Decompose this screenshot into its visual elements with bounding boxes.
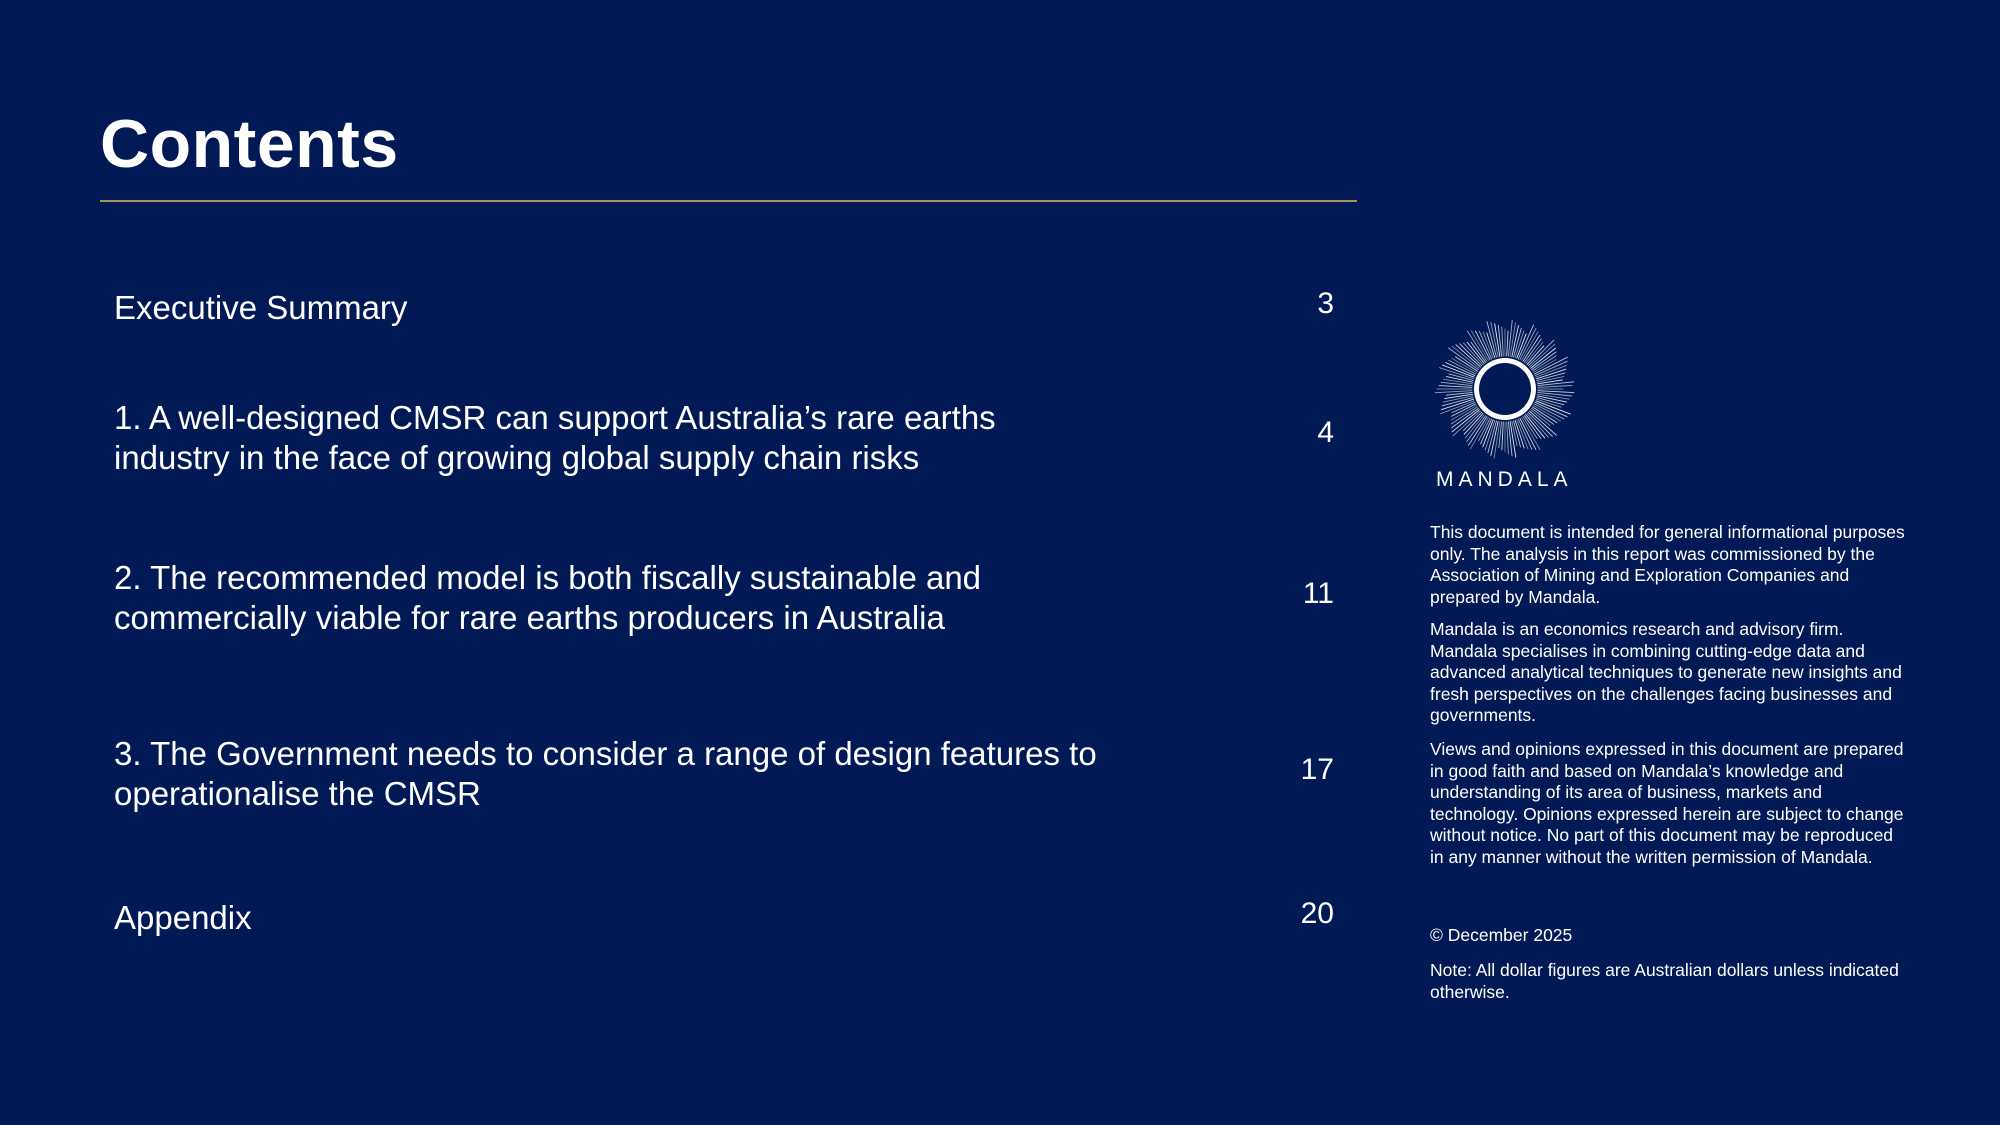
logo-ray [1508, 422, 1512, 456]
logo-ray [1538, 391, 1574, 393]
toc-entry-appendix[interactable]: Appendix [114, 899, 252, 936]
currency-note: Note: All dollar figures are Australian dollars unless indicated otherwise. [1430, 960, 1899, 1002]
toc-entry-section-2[interactable]: 2. The recommended model is both fiscally sustainable and commercially viable for rare earths producers in Australia [114, 559, 982, 636]
logo-ray [1538, 385, 1572, 387]
logo-ray [1507, 331, 1508, 356]
logo-ray [1538, 392, 1572, 396]
disclaimer-text: This document is intended for general informational purposes only. The analysis in this report was commissioned by the Association of Mining and Exploration Companies and prepared by Mandala. [1430, 522, 1905, 607]
logo-ray [1502, 422, 1503, 450]
title-divider [100, 200, 1357, 202]
views-text: Views and opinions expressed in this document are prepared in good faith and based on Mandala’s knowledge and understanding of its area of business, markets and technology. Opinions expressed herein are subject to change without notice. No part of this document may be reproduced in any manner without the written permission of Mandala. [1430, 739, 1904, 867]
logo-ray [1502, 327, 1504, 356]
logo-ray [1439, 368, 1473, 379]
logo-ray [1508, 320, 1512, 356]
logo-ray [1435, 391, 1472, 393]
logo-ray [1439, 386, 1472, 388]
page-title: Contents [100, 106, 399, 182]
toc-entry-executive-summary[interactable]: Executive Summary [114, 289, 408, 326]
toc-page-number[interactable]: 20 [1300, 897, 1334, 930]
copyright-text: © December 2025 [1430, 925, 1573, 945]
toc-page-number[interactable]: 11 [1302, 577, 1334, 610]
logo-ray [1481, 419, 1492, 444]
logo-ray [1517, 420, 1528, 449]
logo-ray [1507, 422, 1509, 454]
toc-page-number[interactable]: 4 [1317, 416, 1334, 449]
logo-ray [1479, 418, 1490, 440]
toc-page-number[interactable]: 17 [1300, 753, 1334, 786]
toc-page-number[interactable]: 3 [1317, 287, 1334, 320]
mandala-logo-icon [1430, 318, 1580, 468]
toc-entry-section-3[interactable]: 3. The Government needs to consider a range of design features to operationalise the CMSR [114, 735, 1097, 812]
brand-name: MANDALA [1436, 468, 1573, 491]
toc-entry-section-1[interactable]: 1. A well-designed CMSR can support Australia’s rare earths industry in the face of growing global supply chain risks [114, 399, 996, 476]
about-text: Mandala is an economics research and advisory firm. Mandala specialises in combining cutting-edge data and advanced analytical techniques to generate new insights and fresh perspectives on the challenges facing businesses and governments. [1430, 619, 1902, 725]
logo-ray [1538, 382, 1574, 386]
